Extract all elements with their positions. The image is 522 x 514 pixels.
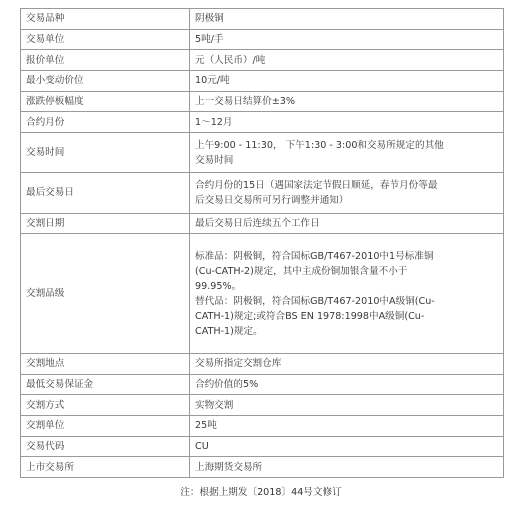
row-label: 涨跌停板幅度	[21, 91, 190, 112]
table-row	[21, 395, 504, 416]
row-label: 交易单位	[21, 29, 190, 50]
table-row	[21, 91, 504, 112]
table-row	[21, 173, 504, 213]
table-row	[21, 9, 504, 30]
row-value: 10元/吨	[190, 71, 504, 92]
table-row	[21, 133, 504, 173]
value-line: 99.95%。	[195, 280, 242, 292]
row-label: 交割地点	[21, 353, 190, 374]
row-label: 交易代码	[21, 436, 190, 457]
table-row	[21, 71, 504, 92]
table-row	[21, 112, 504, 133]
table-row	[21, 415, 504, 436]
row-value	[190, 173, 504, 213]
row-value	[190, 234, 504, 354]
row-value: 25吨	[190, 415, 504, 436]
value-line: 合约月份的15日（遇国家法定节假日顺延，春节月份等最	[195, 179, 438, 191]
row-label: 交割方式	[21, 395, 190, 416]
value-line: 后交易日交易所可另行调整并通知）	[195, 194, 349, 206]
row-value: 元（人民币）/吨	[190, 50, 504, 71]
table-row	[21, 436, 504, 457]
row-value: 最后交易日后连续五个工作日	[190, 213, 504, 234]
row-value: CU	[190, 436, 504, 457]
row-value: 阴极铜	[190, 9, 504, 30]
value-line: 替代品：阴极铜，符合国标GB/T467-2010中A级铜(Cu-	[195, 295, 435, 307]
row-value: 上海期货交易所	[190, 457, 504, 478]
row-label: 交易品种	[21, 9, 190, 30]
row-label: 交割单位	[21, 415, 190, 436]
table-row	[21, 50, 504, 71]
value-line: (Cu-CATH-2)规定，其中主成份铜加银含量不小于	[195, 265, 408, 277]
row-label: 交易时间	[21, 133, 190, 173]
row-label: 上市交易所	[21, 457, 190, 478]
row-label: 最小变动价位	[21, 71, 190, 92]
table-row	[21, 374, 504, 395]
table-row	[21, 234, 504, 354]
value-line: 交易时间	[195, 154, 234, 166]
row-value: 上一交易日结算价±3%	[190, 91, 504, 112]
row-value: 交易所指定交割仓库	[190, 353, 504, 374]
row-value: 1～12月	[190, 112, 504, 133]
row-value: 合约价值的5%	[190, 374, 504, 395]
value-line: CATH-1)规定;或符合BS EN 1978:1998中A级铜(Cu-	[195, 310, 425, 322]
table-row	[21, 457, 504, 478]
table-row	[21, 213, 504, 234]
value-line: CATH-1)规定。	[195, 325, 263, 337]
table-footnote: 注：根据上期发〔2018〕44号文修订	[180, 487, 342, 498]
row-value	[190, 133, 504, 173]
table-row	[21, 353, 504, 374]
row-label: 合约月份	[21, 112, 190, 133]
table-row	[21, 29, 504, 50]
row-value: 5吨/手	[190, 29, 504, 50]
contract-spec-table	[20, 8, 504, 478]
row-label: 最后交易日	[21, 173, 190, 213]
row-label: 最低交易保证金	[21, 374, 190, 395]
row-label: 交割品级	[21, 234, 190, 354]
value-line: 标准品：阴极铜，符合国标GB/T467-2010中1号标准铜	[195, 250, 434, 262]
row-label: 交割日期	[21, 213, 190, 234]
row-value: 实物交割	[190, 395, 504, 416]
row-label: 报价单位	[21, 50, 190, 71]
value-line: 上午9:00 - 11:30， 下午1:30 - 3:00和交易所规定的其他	[195, 139, 444, 151]
